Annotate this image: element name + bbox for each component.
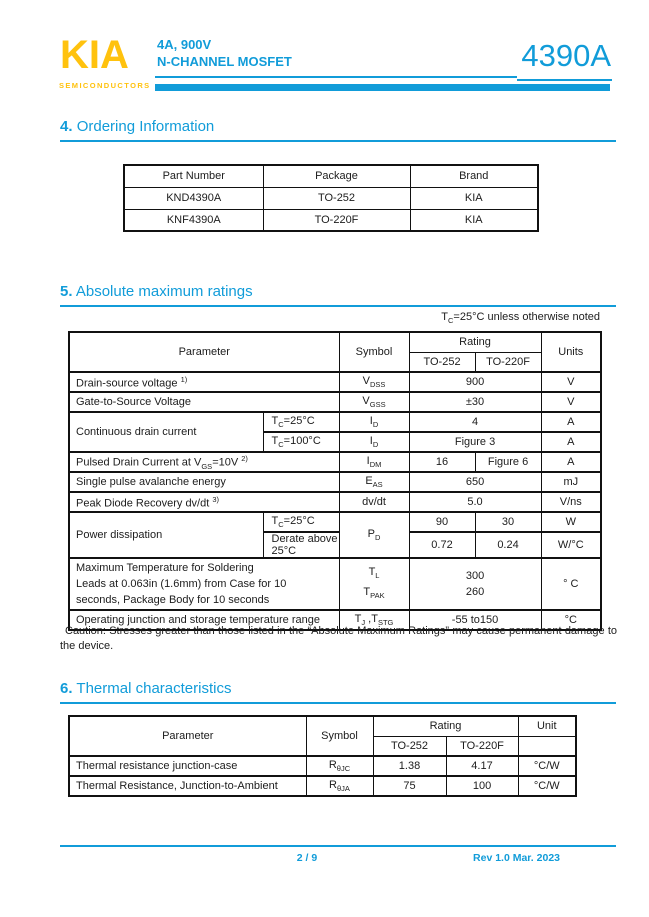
col-header-to252: TO-252 [373, 736, 446, 756]
table-row-vgss [69, 392, 601, 412]
cell-rating-to220f: 0.24 [475, 532, 541, 558]
table-row-pd-25 [69, 512, 601, 532]
cell-rating: Figure 3 [409, 432, 541, 452]
footnote-marker: 2) [241, 453, 248, 463]
absmax-table [68, 331, 602, 631]
col-header-package: Package [263, 165, 410, 187]
cell-parameter: Thermal Resistance, Junction-to-Ambient [69, 776, 306, 796]
table-row-eas [69, 472, 601, 492]
cell-units: A [541, 412, 601, 432]
cell-rating-to252: 1.38 [373, 756, 446, 776]
cell-rating-to252: 75 [373, 776, 446, 796]
cell-rating: 900 [409, 372, 541, 392]
cell-rating: 300 260 [409, 558, 541, 610]
col-header-to220f: TO-220F [446, 736, 518, 756]
cell-symbol: $V_{GSS}$ [339, 392, 409, 412]
col-header-unit: Unit [518, 716, 576, 736]
cell-symbol: $I_D$ [339, 432, 409, 452]
cell-parameter: Operating junction and storage temperature range [69, 610, 339, 630]
cell-units: A [541, 432, 601, 452]
cell-parameter: Power dissipation [69, 512, 263, 558]
absmax-condition-note [68, 311, 600, 325]
cell-symbol: $R_{\theta JC}$ [306, 756, 373, 776]
cell-condition: $T_C=25^\circ C$ [263, 512, 339, 532]
cell-symbol: $R_{\theta JA}$ [306, 776, 373, 796]
cell-unit: °C/W [518, 776, 576, 796]
cell-symbol: $I_D$ [339, 412, 409, 432]
section-absmax-heading [60, 283, 616, 307]
page-number: 2 / 9 [296, 852, 318, 864]
col-header-units: Units [541, 332, 601, 372]
product-spec [157, 36, 292, 70]
revision-label: Rev 1.0 Mar. 2023 [473, 852, 560, 864]
cell-units: W [541, 512, 601, 532]
footnote-marker: 1) [180, 374, 188, 384]
cell-symbol: $P_D$ [339, 512, 409, 558]
cell-condition: $T_C=25^\circ C$ [263, 412, 339, 432]
ordering-header-row [124, 165, 538, 187]
col-header-rating: Rating [373, 716, 518, 736]
cell-package: TO-252 [263, 187, 410, 209]
cell-rating-to220f: 30 [475, 512, 541, 532]
part-number-title: 4390A [521, 38, 611, 73]
table-row-rthja [69, 776, 576, 796]
cell-units: ° C [541, 558, 601, 610]
cell-parameter: Continuous drain current [69, 412, 263, 452]
cell-rating-to252: 0.72 [409, 532, 475, 558]
col-header-symbol: Symbol [306, 716, 373, 756]
thermal-table [68, 715, 577, 797]
caution-note: Caution: Stresses greater than those listed in the “Absolute Maximum Ratings” may cause permanent damage to the device. [60, 625, 617, 652]
section-thermal-heading [60, 680, 616, 704]
table-row-vdss [69, 372, 601, 392]
table-row-dvdt [69, 492, 601, 512]
cell-rating: ±30 [409, 392, 541, 412]
kia-logo: KIA [60, 33, 129, 77]
note-symbol-sub: C [448, 316, 454, 326]
product-spec-line1: 4A, 900V [157, 37, 212, 52]
cell-units: mJ [541, 472, 601, 492]
cell-rating: -55 to150 [409, 610, 541, 630]
cell-parameter: Peak Diode Recovery dv/dt $^{3)}$ [69, 492, 339, 512]
cell-part-number: KND4390A [124, 187, 263, 209]
cell-rating: 650 [409, 472, 541, 492]
cell-symbol: dv/dt [339, 492, 409, 512]
note-symbol: T [441, 311, 448, 323]
cell-parameter: Single pulse avalanche energy [69, 472, 339, 492]
cell-rating: 5.0 [409, 492, 541, 512]
table-row [124, 209, 538, 231]
col-header-symbol: Symbol [339, 332, 409, 372]
cell-part-number: KNF4390A [124, 209, 263, 231]
cell-condition: Derate above 25°C [263, 532, 339, 558]
header-rule-thin [155, 76, 517, 78]
cell-rating-to252: 90 [409, 512, 475, 532]
cell-rating-to252: 16 [409, 452, 475, 472]
cell-condition: $T_C=100^\circ C$ [263, 432, 339, 452]
section-title: Thermal characteristics [76, 680, 232, 697]
cell-parameter: Maximum Temperature for Soldering Leads at 0.063in (1.6mm) from Case for 10 seconds, Package Body for 10 seconds [69, 558, 339, 610]
header-rule-thin-under-part [517, 79, 612, 81]
cell-parameter: Pulsed Drain Current at $V_{GS}=10V$ $^{2)}$ [69, 452, 339, 472]
col-header-brand: Brand [410, 165, 538, 187]
col-header-parameter: Parameter [69, 332, 339, 372]
col-header-part-number: Part Number [124, 165, 263, 187]
cell-rating-to220f: 4.17 [446, 756, 518, 776]
section-ordering-heading [60, 118, 616, 142]
col-header-rating: Rating [409, 332, 541, 352]
thermal-header-row1 [69, 716, 576, 736]
footer-rule [60, 845, 616, 847]
cell-symbol: $T_L$ $T_{PAK}$ [339, 558, 409, 610]
header-rule-thick [155, 84, 610, 91]
cell-rating-to220f: Figure 6 [475, 452, 541, 472]
section-number: 5. [60, 283, 73, 300]
ordering-table [123, 164, 539, 232]
table-row-id-25 [69, 412, 601, 432]
cell-parameter: Drain-source voltage $^{1)}$ [69, 372, 339, 392]
col-header-to252: TO-252 [409, 352, 475, 372]
cell-symbol: $V_{DSS}$ [339, 372, 409, 392]
section-number: 6. [60, 680, 73, 697]
section-title: Ordering Information [76, 118, 215, 135]
cell-rating: 4 [409, 412, 541, 432]
cell-brand: KIA [410, 187, 538, 209]
table-row [124, 187, 538, 209]
note-text: =25°C unless otherwise noted [453, 311, 600, 323]
table-row-rthjc [69, 756, 576, 776]
cell-rating-to220f: 100 [446, 776, 518, 796]
cell-parameter: Gate-to-Source Voltage [69, 392, 339, 412]
cell-units: °C [541, 610, 601, 630]
col-header-unit-empty [518, 736, 576, 756]
cell-symbol: $T_J$ $,T_{STG}$ [339, 610, 409, 630]
logo-subtext: SEMICONDUCTORS [59, 81, 151, 90]
col-header-to220f: TO-220F [475, 352, 541, 372]
absmax-header-row1 [69, 332, 601, 352]
cell-units: V/ns [541, 492, 601, 512]
cell-units: W/°C [541, 532, 601, 558]
cell-units: V [541, 392, 601, 412]
cell-units: A [541, 452, 601, 472]
footnote-marker: 3) [212, 494, 220, 504]
section-title: Absolute maximum ratings [75, 283, 253, 300]
cell-symbol: $I_{DM}$ [339, 452, 409, 472]
cell-parameter: Thermal resistance junction-case [69, 756, 306, 776]
table-row-soldering [69, 558, 601, 610]
section-number: 4. [60, 118, 73, 135]
cell-brand: KIA [410, 209, 538, 231]
cell-package: TO-220F [263, 209, 410, 231]
cell-unit: °C/W [518, 756, 576, 776]
table-row-idm [69, 452, 601, 472]
cell-units: V [541, 372, 601, 392]
cell-symbol: $E_{AS}$ [339, 472, 409, 492]
col-header-parameter: Parameter [69, 716, 306, 756]
product-spec-line2: N-CHANNEL MOSFET [157, 54, 292, 69]
